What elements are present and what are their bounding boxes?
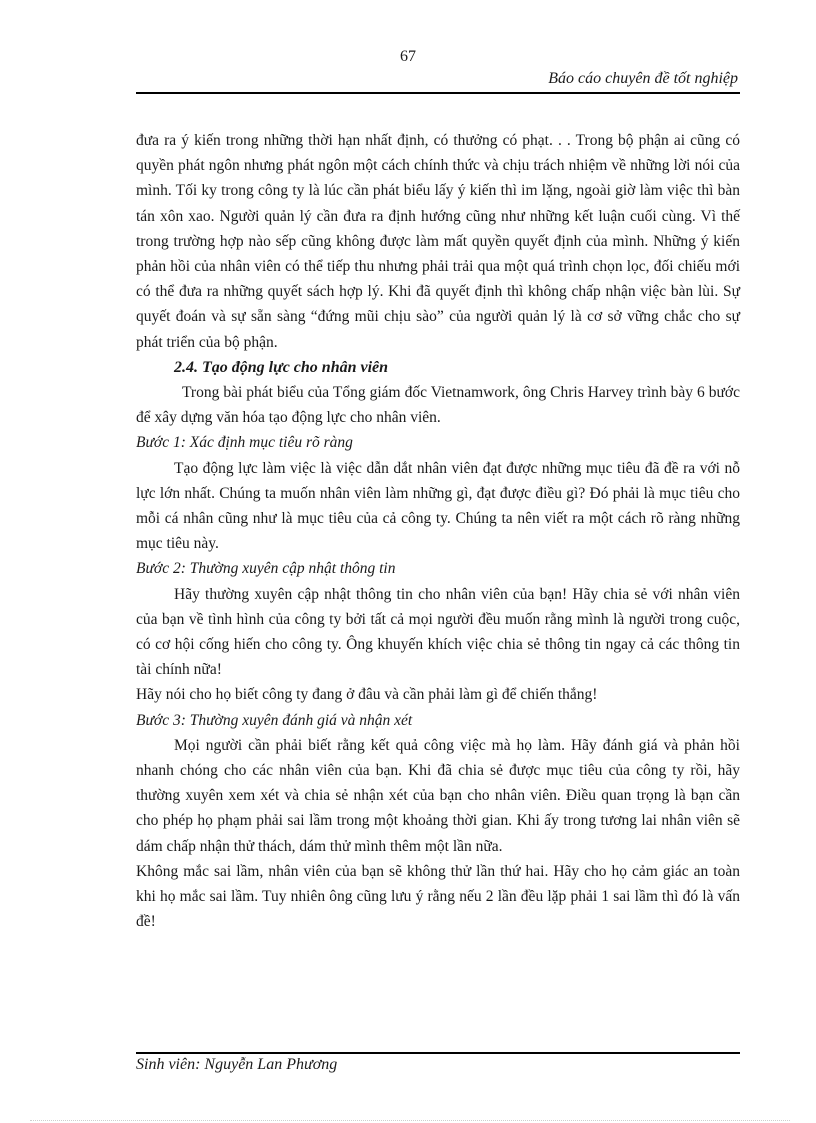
step-1-text: Tạo động lực làm việc là việc dẫn dắt nhân viên đạt được những mục tiêu đã đề ra với nỗ lực lớn nhất. Chúng ta muốn nhân viên làm những gì, đạt được điều gì? Đó phải là mục tiêu cho mỗi cá nhân cũng như là mục tiêu của cả công ty. Chúng ta nên viết ra một cách rõ ràng những mục tiêu này. — [136, 459, 740, 553]
section-heading: 2.4. Tạo động lực cho nhân viên — [174, 358, 389, 376]
footer-author: Sinh viên: Nguyễn Lan Phương — [136, 1056, 338, 1073]
step-2-text: Hãy thường xuyên cập nhật thông tin cho nhân viên của bạn! Hãy chia sẻ với nhân viên của bạn về tình hình của công ty bởi tất cả mọi người đều muốn rằng mình là người trong cuộc, có cơ hội cống hiến cho công ty. Ông khuyến khích việc chia sẻ thông tin ngay cả các thông tin tài chính nữa! — [136, 585, 740, 679]
step-3-title: Bước 3: Thường xuyên đánh giá và nhận xét — [136, 711, 413, 729]
header-title: Báo cáo chuyên đề tốt nghiệp — [548, 70, 738, 87]
step-3-text: Mọi người cần phải biết rằng kết quả công việc mà họ làm. Hãy đánh giá và phản hồi nhanh chóng cho các nhân viên của bạn. Khi đã chia sẻ được mục tiêu của công ty rồi, hãy thường xuyên xem xét và chia sẻ nhận xét của bạn cho nhân viên. Điều quan trọng là bạn cần cho phép họ phạm phải sai lầm trong một khoảng thời gian. Khi ấy trong tương lai nhân viên sẽ dám chấp nhận thử thách, dám thử mình thêm một lần nữa. — [136, 736, 740, 855]
page-number: 67 — [400, 48, 416, 65]
paragraph-continuation: đưa ra ý kiến trong những thời hạn nhất định, có thưởng có phạt. . . Trong bộ phận ai cũng có quyền phát ngôn nhưng phát ngôn một cách chính thức và chịu trách nhiệm về những lời nói của mình. Tối ky trong công ty là lúc cần phát biểu lấy ý kiến thì im lặng, ngoài giờ làm việc thì bàn tán xôn xao. Người quản lý cần đưa ra định hướng cũng như những kết luận cuối cùng. Vì thế trong trường hợp nào sếp cũng không được làm mất quyền quyết định của mình. Những ý kiến phản hồi của nhân viên có thể tiếp thu nhưng phải trải qua một quá trình chọn lọc, đối chiếu mới có thể đưa ra những quyết sách hợp lý. Khi đã quyết định thì không chấp nhận việc bàn lùi. Sự quyết đoán và sự sẵn sàng “đứng mũi chịu sào” của người quản lý là cơ sở vững chắc cho sự phát triển của bộ phận. — [136, 132, 740, 351]
step-2-title: Bước 2: Thường xuyên cập nhật thông tin — [136, 560, 396, 578]
document-body — [136, 128, 740, 935]
step-1-title: Bước 1: Xác định mục tiêu rõ ràng — [136, 434, 353, 452]
header-divider — [136, 92, 740, 94]
step-3-text-b: Không mắc sai lầm, nhân viên của bạn sẽ không thử lần thứ hai. Hãy cho họ cảm giác an toàn khi họ mắc sai lầm. Tuy nhiên ông cũng lưu ý rằng nếu 2 lần đều lặp phải 1 sai lầm thì đó là vấn đề! — [136, 862, 740, 931]
page-bottom-border — [30, 1120, 790, 1121]
section-intro: Trong bài phát biểu của Tổng giám đốc Vietnamwork, ông Chris Harvey trình bày 6 bước để xây dựng văn hóa tạo động lực cho nhân viên. — [136, 384, 740, 427]
footer-divider — [136, 1052, 740, 1054]
step-2-text-b: Hãy nói cho họ biết công ty đang ở đâu và cần phải làm gì để chiến thắng! — [136, 686, 598, 704]
